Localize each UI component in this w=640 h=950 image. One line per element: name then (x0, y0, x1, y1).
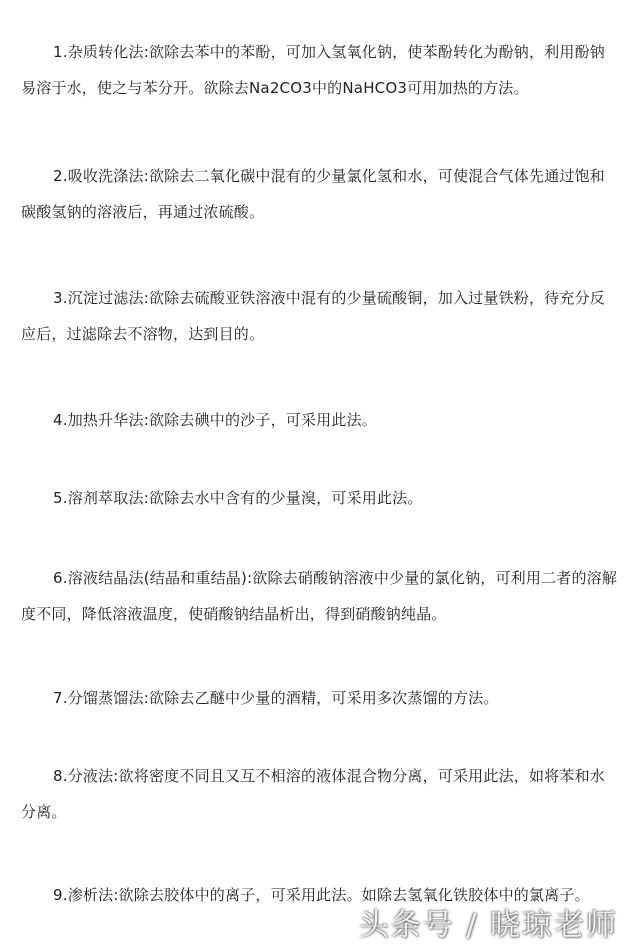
paragraph-4-sublimation: 4.加热升华法:欲除去碘中的沙子，可采用此法。 (53, 411, 377, 429)
paragraph-9-dialysis: 9.渗析法:欲除去胶体中的离子，可采用此法。如除去氢氧化铁胶体中的氯离子。 (53, 886, 590, 904)
paragraph-2-absorption-washing: 2.吸收洗涤法:欲除去二氧化碳中混有的少量氯化氢和水，可使混合气体先通过饱和碳酸氢钠的溶液后，再通过浓硫酸。 (21, 167, 605, 221)
paragraph-1-impurity-conversion: 1.杂质转化法:欲除去苯中的苯酚，可加入氢氧化钠，使苯酚转化为酚钠，利用酚钠易溶于水，使之与苯分开。欲除去Na2CO3中的NaHCO3可用加热的方法。 (21, 43, 605, 97)
author-watermark: 头条号 / 晓琼老师 (358, 908, 618, 943)
paragraph-3-precipitation-filtration: 3.沉淀过滤法:欲除去硫酸亚铁溶液中混有的少量硫酸铜，加入过量铁粉，待充分反应后，过滤除去不溶物，达到目的。 (21, 289, 605, 343)
paragraph-7-distillation: 7.分馏蒸馏法:欲除去乙醚中少量的酒精，可采用多次蒸馏的方法。 (53, 689, 499, 707)
paragraph-5-solvent-extraction: 5.溶剂萃取法:欲除去水中含有的少量溴，可采用此法。 (53, 489, 423, 507)
paragraph-8-liquid-separation: 8.分液法:欲将密度不同且又互不相溶的液体混合物分离，可采用此法，如将苯和水分离。 (21, 767, 605, 821)
paragraph-6-crystallization: 6.溶液结晶法(结晶和重结晶):欲除去硝酸钠溶液中少量的氯化钠，可利用二者的溶解度不同，降低溶液温度，使硝酸钠结晶析出，得到硝酸钠纯晶。 (21, 569, 618, 623)
